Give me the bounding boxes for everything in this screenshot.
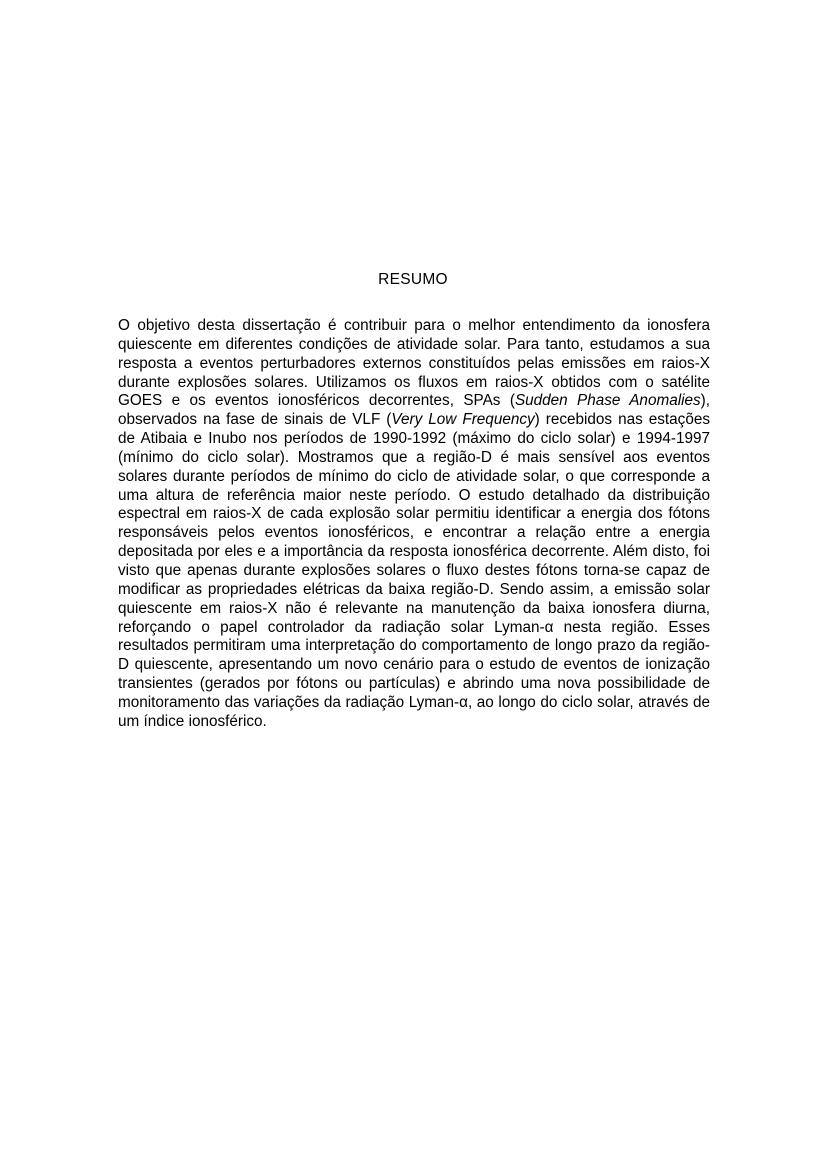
abstract-text-part-2: ), observados na fase de sinais de VLF ( xyxy=(118,392,711,429)
abstract-italic-term-vlf: Very Low Frequency xyxy=(391,411,535,429)
abstract-italic-term-spa: Sudden Phase Anomalies xyxy=(514,392,701,410)
page-title: RESUMO xyxy=(378,271,448,288)
abstract-text-part-1: O objetivo desta dissertação é contribuir para o melhor entendimento da ionosfera quiescente em diferentes condições de atividade solar. Para tanto, estudamos a sua resposta a eventos perturbadores externos constituídos pelas emissões em raios-X durante explosões solares. Utilizamos os fluxos em raios-X obtidos com o satélite GOES e os eventos ionosféricos decorrentes, SPAs ( xyxy=(118,317,710,410)
abstract-text-part-3: ) recebidos nas estações de Atibaia e Inubo nos períodos de 1990-1992 (máximo do ciclo solar) e 1994-1997 (mínimo do ciclo solar). Mostramos que a região-D é mais sensível aos eventos solares durante períodos de mínimo do ciclo de atividade solar, o que corresponde a uma altura de referência maior neste período. O estudo detalhado da distribuição espectral em raios-X de cada explosão solar permitiu identificar a energia dos fótons responsáveis pelos eventos ionosféricos, e encontrar a relação entre a energia depositada por eles e a importância da resposta ionosférica decorrente. Além disto, foi visto que apenas durante explosões solares o fluxo destes fótons torna-se capaz de modificar as propriedades elétricas da baixa região-D. Sendo assim, a emissão solar quiescente em raios-X não é relevante na manutenção da baixa ionosfera diurna, reforçando o papel controlador da radiação solar Lyman-α nesta região. Esses resultados permitiram uma interpretação do comportamento de longo prazo da região-D quiescente, apresentando um novo cenário para o estudo de eventos de ionização transientes (gerados por fótons ou partículas) e abrindo uma nova possibilidade de monitoramento das variações da radiação Lyman-α, ao longo do ciclo solar, através de um índice ionosférico. xyxy=(118,411,710,730)
abstract-paragraph xyxy=(118,317,710,732)
